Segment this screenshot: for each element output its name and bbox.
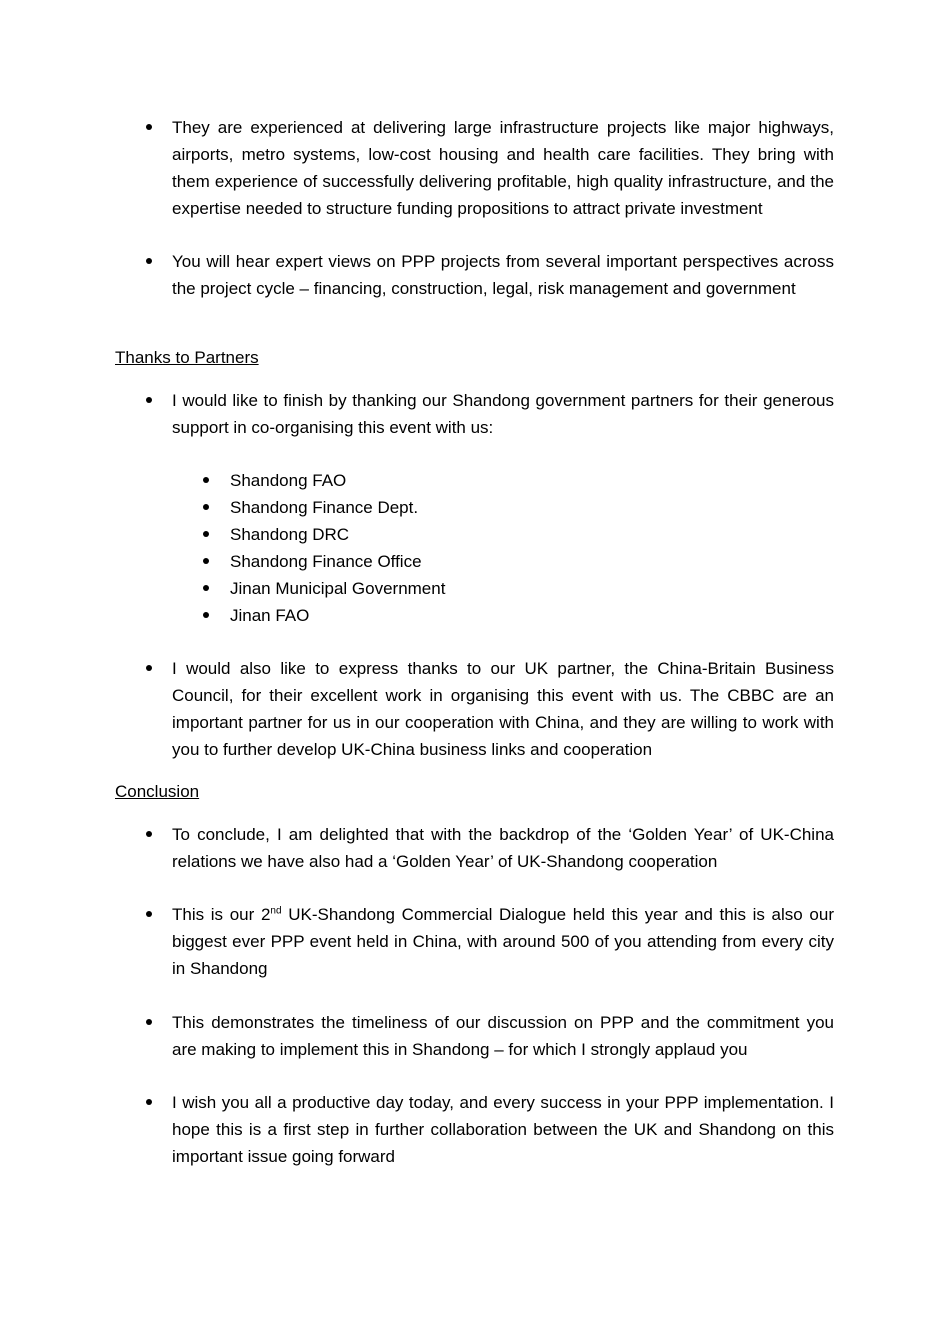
bullet-golden-year — [172, 821, 834, 875]
bullet-dot-icon — [146, 124, 152, 130]
bullet-dot-icon — [146, 1019, 152, 1025]
bullet-dot-icon — [146, 397, 152, 403]
bullet-commercial-dialogue — [172, 901, 834, 982]
bullet-timeliness — [172, 1009, 834, 1063]
bullet-text-rest: UK-Shandong Commercial Dialogue held this year and this is also our biggest ever PPP event held in China, with around 500 of you attending from every city in Shandong — [172, 905, 834, 978]
list-item: Shandong FAO — [230, 467, 730, 494]
bullet-uk-partner — [172, 655, 834, 763]
list-item: Jinan FAO — [230, 602, 730, 629]
bullet-expert-views — [172, 248, 834, 302]
bullet-text: You will hear expert views on PPP projects from several important perspectives across the project cycle – financing, construction, legal, risk management and government — [172, 252, 834, 298]
bullet-text-prefix: This is our 2 — [172, 905, 271, 924]
bullet-partners-intro — [172, 387, 834, 441]
bullet-dot-icon — [146, 258, 152, 264]
bullet-dot-icon — [146, 1099, 152, 1105]
bullet-experience — [172, 114, 834, 222]
bullet-text: To conclude, I am delighted that with the backdrop of the ‘Golden Year’ of UK-China relations we have also had a ‘Golden Year’ of UK-Shandong cooperation — [172, 825, 834, 871]
list-item: Jinan Municipal Government — [230, 575, 730, 602]
bullet-dot-icon — [146, 665, 152, 671]
bullet-dot-icon — [203, 504, 209, 510]
bullet-dot-icon — [203, 531, 209, 537]
bullet-dot-icon — [146, 911, 152, 917]
heading-conclusion: Conclusion — [115, 782, 200, 801]
partner-list — [230, 467, 730, 629]
ordinal-suffix: nd — [270, 905, 282, 917]
list-item: Shandong Finance Office — [230, 548, 730, 575]
bullet-dot-icon — [203, 585, 209, 591]
bullet-text: This demonstrates the timeliness of our discussion on PPP and the commitment you are making to implement this in Shandong – for which I strongly applaud you — [172, 1013, 834, 1059]
list-item: Shandong Finance Dept. — [230, 494, 730, 521]
bullet-closing-wishes — [172, 1089, 834, 1170]
bullet-text: I wish you all a productive day today, and every success in your PPP implementation. I hope this is a first step in further collaboration between the UK and Shandong on this important issue going forward — [172, 1093, 834, 1166]
heading-thanks-to-partners: Thanks to Partners — [115, 348, 259, 367]
bullet-dot-icon — [203, 477, 209, 483]
bullet-dot-icon — [203, 558, 209, 564]
bullet-dot-icon — [203, 612, 209, 618]
bullet-dot-icon — [146, 831, 152, 837]
bullet-text: They are experienced at delivering large infrastructure projects like major highways, airports, metro systems, low-cost housing and health care facilities. They bring with them experience of successfully delivering profitable, high quality infrastructure, and the expertise needed to structure funding propositions to attract private investment — [172, 118, 834, 218]
list-item: Shandong DRC — [230, 521, 730, 548]
bullet-text: I would also like to express thanks to our UK partner, the China-Britain Business Council, for their excellent work in organising this event with us. The CBBC are an important partner for us in our cooperation with China, and they are willing to work with you to further develop UK-China business links and cooperation — [172, 659, 834, 759]
bullet-text: I would like to finish by thanking our Shandong government partners for their generous support in co-organising this event with us: — [172, 391, 834, 437]
